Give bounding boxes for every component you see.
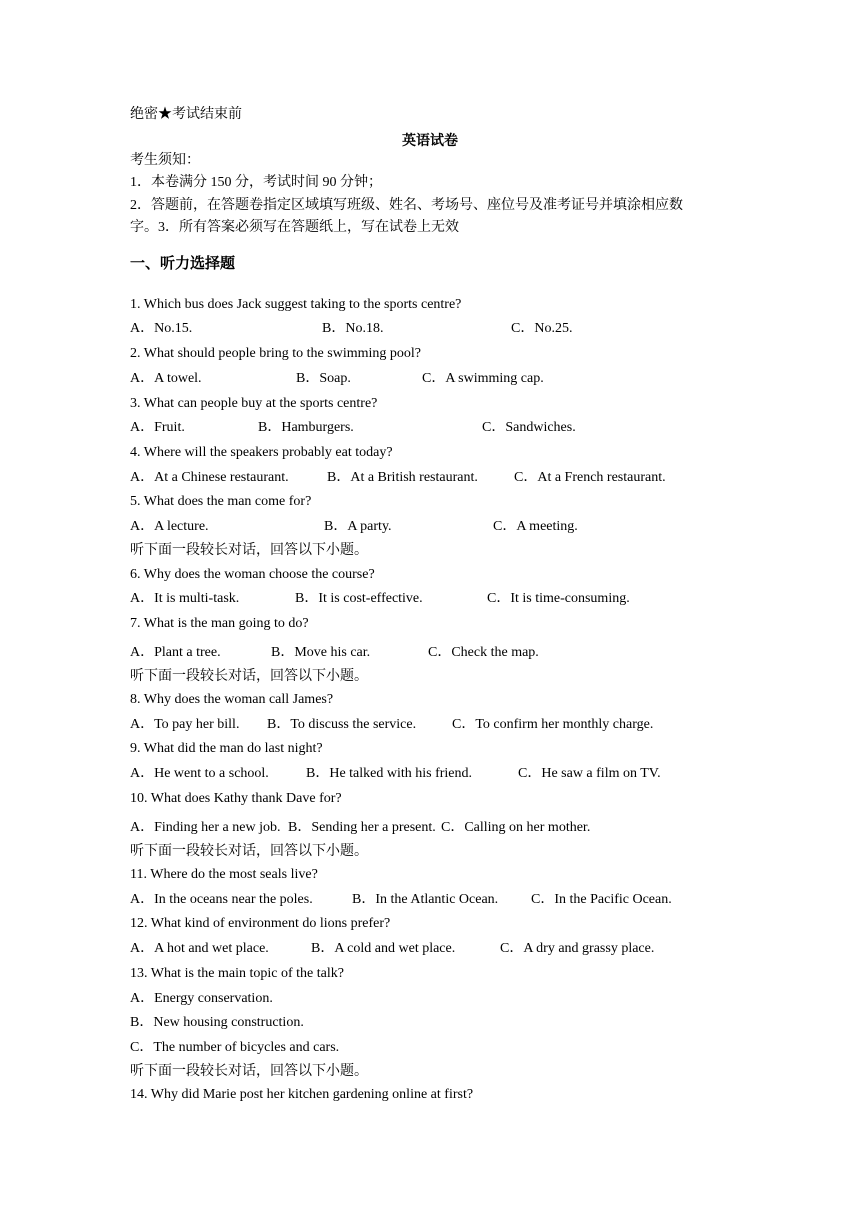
q4-option-b: B．At a British restaurant.: [327, 470, 478, 485]
q5-option-c: C．A meeting.: [493, 519, 578, 534]
q8-option-c: C．To confirm her monthly charge.: [452, 717, 654, 732]
q2-option-c: C．A swimming cap.: [422, 371, 544, 386]
q4-option-a: A．At a Chinese restaurant.: [130, 470, 289, 485]
q10-option-c: C．Calling on her mother.: [441, 820, 591, 835]
question-9: 9. What did the man do last night?: [130, 741, 323, 756]
q1-option-c: C．No.25.: [511, 321, 573, 336]
q9-option-b: B．He talked with his friend.: [306, 766, 473, 781]
q11-option-b: B．In the Atlantic Ocean.: [352, 892, 499, 907]
question-3: 3. What can people buy at the sports centre?: [130, 396, 378, 411]
q12-option-b: B．A cold and wet place.: [311, 941, 456, 956]
notice-line-1: 1．本卷满分 150 分，考试时间 90 分钟；: [130, 175, 382, 190]
q5-option-a: A．A lecture.: [130, 519, 209, 534]
notice-heading: 考生须知：: [130, 153, 200, 168]
q10-option-a: A．Finding her a new job.: [130, 820, 281, 835]
question-11: 11. Where do the most seals live?: [130, 867, 318, 882]
question-12: 12. What kind of environment do lions prefer?: [130, 916, 391, 931]
question-4: 4. Where will the speakers probably eat today?: [130, 445, 393, 460]
question-1: 1. Which bus does Jack suggest taking to the sports centre?: [130, 297, 462, 312]
q4-option-c: C．At a French restaurant.: [514, 470, 666, 485]
notice-line-2: 2．答题前，在答题卷指定区域填写班级、姓名、考场号、座位号及准考证号并填涂相应数: [130, 198, 683, 213]
q11-option-c: C．In the Pacific Ocean.: [531, 892, 672, 907]
q1-option-a: A．No.15.: [130, 321, 193, 336]
q6-option-a: A．It is multi-task.: [130, 591, 240, 606]
question-7: 7. What is the man going to do?: [130, 616, 309, 631]
q7-option-c: C．Check the map.: [428, 645, 539, 660]
q12-option-c: C．A dry and grassy place.: [500, 941, 655, 956]
q1-option-b: B．No.18.: [322, 321, 384, 336]
q9-option-a: A．He went to a school.: [130, 766, 269, 781]
q12-option-a: A．A hot and wet place.: [130, 941, 269, 956]
q2-option-b: B．Soap.: [296, 371, 351, 386]
q8-option-b: B．To discuss the service.: [267, 717, 417, 732]
question-8: 8. Why does the woman call James?: [130, 692, 334, 707]
q3-option-c: C．Sandwiches.: [482, 420, 576, 435]
q6-option-b: B．It is cost-effective.: [295, 591, 423, 606]
q7-option-b: B．Move his car.: [271, 645, 371, 660]
question-5: 5. What does the man come for?: [130, 494, 312, 509]
q13-option-a: A．Energy conservation.: [130, 991, 273, 1006]
section-title: 一、听力选择题: [130, 256, 236, 272]
q5-option-b: B．A party.: [324, 519, 392, 534]
instruction-2: 听下面一段较长对话，回答以下小题。: [130, 669, 368, 684]
q9-option-c: C．He saw a film on TV.: [518, 766, 661, 781]
page-title: 英语试卷: [402, 134, 458, 149]
q2-option-a: A．A towel.: [130, 371, 202, 386]
q13-option-c: C．The number of bicycles and cars.: [130, 1040, 340, 1055]
notice-line-3: 字。3．所有答案必须写在答题纸上，写在试卷上无效: [130, 220, 459, 235]
q3-option-a: A．Fruit.: [130, 420, 185, 435]
question-6: 6. Why does the woman choose the course?: [130, 567, 375, 582]
instruction-4: 听下面一段较长对话，回答以下小题。: [130, 1064, 368, 1079]
q8-option-a: A．To pay her bill.: [130, 717, 240, 732]
q11-option-a: A．In the oceans near the poles.: [130, 892, 313, 907]
q13-option-b: B．New housing construction.: [130, 1015, 304, 1030]
question-14: 14. Why did Marie post her kitchen gardening online at first?: [130, 1087, 474, 1102]
instruction-3: 听下面一段较长对话，回答以下小题。: [130, 844, 368, 859]
instruction-1: 听下面一段较长对话，回答以下小题。: [130, 543, 368, 558]
question-2: 2. What should people bring to the swimming pool?: [130, 346, 421, 361]
question-10: 10. What does Kathy thank Dave for?: [130, 791, 342, 806]
confidential-mark: 绝密★考试结束前: [130, 107, 242, 122]
q6-option-c: C．It is time-consuming.: [487, 591, 630, 606]
question-13: 13. What is the main topic of the talk?: [130, 966, 344, 981]
q3-option-b: B．Hamburgers.: [258, 420, 354, 435]
q7-option-a: A．Plant a tree.: [130, 645, 221, 660]
q10-option-b: B．Sending her a present.: [288, 820, 436, 835]
